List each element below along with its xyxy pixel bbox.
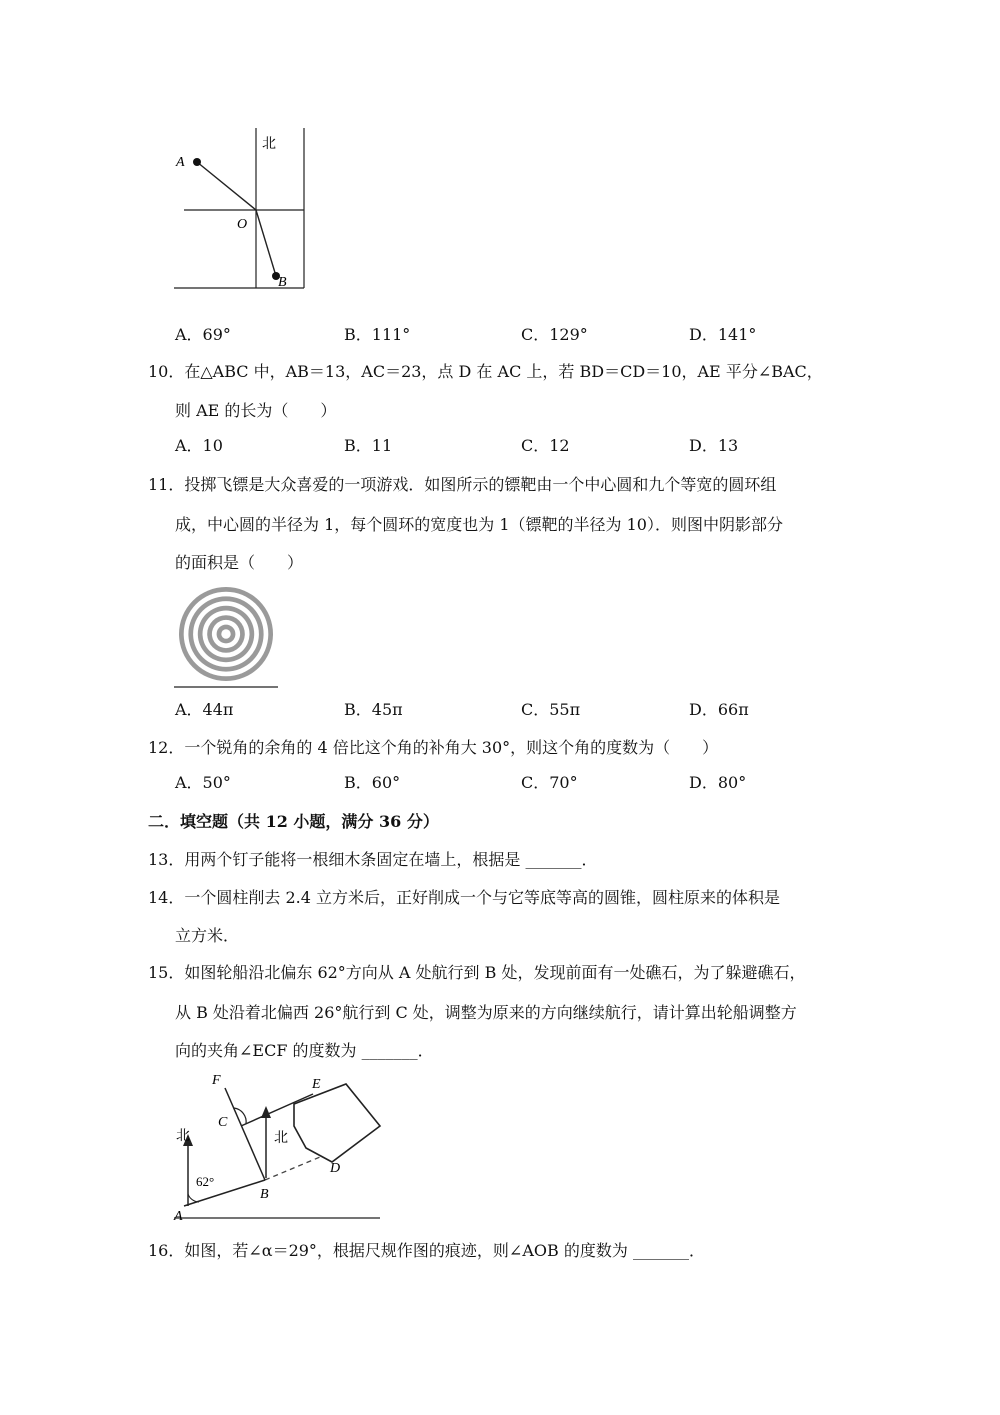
reef-shape xyxy=(294,1084,380,1162)
q10-option-d: D．13 xyxy=(689,436,739,455)
label-e: E xyxy=(312,1077,321,1092)
label-o: O xyxy=(237,217,248,232)
q12-option-b: B．60° xyxy=(344,773,401,792)
label-c: C xyxy=(218,1115,228,1130)
label-b: B xyxy=(278,275,287,290)
north-arrow-b-head xyxy=(261,1106,271,1118)
q15-text-line2: 从 B 处沿着北偏西 26°航行到 C 处，调整为原来的方向继续航行，请计算出轮船调整方 xyxy=(175,1003,797,1022)
angle-62-arc xyxy=(188,1194,199,1202)
q15-ship-route-figure xyxy=(170,1068,390,1224)
q10-text-line2: 则 AE 的长为（ ） xyxy=(175,401,337,420)
ray-ob xyxy=(256,210,276,276)
q15-text-line3: 向的夹角∠ECF 的度数为 _______． xyxy=(175,1041,434,1060)
label-a: A xyxy=(174,1209,183,1224)
q12-text-line1: 12．一个锐角的余角的 4 倍比这个角的补角大 30°，则这个角的度数为（ ） xyxy=(148,738,719,757)
label-f: F xyxy=(212,1073,221,1088)
section-title: 二．填空题（共 12 小题，满分 36 分） xyxy=(148,812,439,831)
label-d: D xyxy=(330,1161,341,1176)
q15-text-line1: 15．如图轮船沿北偏东 62°方向从 A 处航行到 B 处，发现前面有一处礁石，为了躲避礁石， xyxy=(148,963,806,982)
q10-option-b: B．11 xyxy=(344,436,393,455)
q9-option-a: A．69° xyxy=(175,325,231,344)
label-b: B xyxy=(260,1187,269,1202)
q12-option-c: C．70° xyxy=(521,773,578,792)
q11-option-b: B．45π xyxy=(344,700,403,719)
angle-62-label: 62° xyxy=(196,1174,215,1189)
q11-option-c: C．55π xyxy=(521,700,581,719)
q9-option-c: C．129° xyxy=(521,325,588,344)
q11-option-a: A．44π xyxy=(175,700,234,719)
q9-option-d: D．141° xyxy=(689,325,757,344)
q11-text-line3: 的面积是（ ） xyxy=(175,553,304,572)
q9-compass-figure xyxy=(170,128,310,294)
q12-option-d: D．80° xyxy=(689,773,747,792)
ray-oa xyxy=(197,162,256,210)
q14-text-line2: 立方米． xyxy=(175,926,240,945)
q10-text-line1: 10．在△ABC 中，AB＝13，AC＝23，点 D 在 AC 上，若 BD＝CD＝10，AE 平分∠BAC， xyxy=(148,362,823,381)
north-label: 北 xyxy=(262,136,276,152)
q14-text-line1: 14．一个圆柱削去 2.4 立方米后，正好削成一个与它等底等高的圆锥，圆柱原来的体积是 xyxy=(148,888,780,907)
label-a: A xyxy=(176,155,185,170)
q11-dartboard-figure xyxy=(172,586,282,690)
dartboard-rings xyxy=(179,587,273,681)
point-a xyxy=(193,158,201,166)
q10-option-a: A．10 xyxy=(175,436,223,455)
north-label-a: 北 xyxy=(176,1128,190,1144)
q12-option-a: A．50° xyxy=(175,773,231,792)
q13-text: 13．用两个钉子能将一根细木条固定在墙上，根据是 _______． xyxy=(148,850,598,869)
north-label-b: 北 xyxy=(274,1130,288,1146)
q11-text-line1: 11．投掷飞镖是大众喜爱的一项游戏．如图所示的镖靶由一个中心圆和九个等宽的圆环组 xyxy=(148,475,777,494)
q11-option-d: D．66π xyxy=(689,700,749,719)
route-bf xyxy=(225,1088,265,1180)
q9-option-b: B．111° xyxy=(344,325,411,344)
q16-text: 16．如图，若∠α＝29°，根据尺规作图的痕迹，则∠AOB 的度数为 _______． xyxy=(148,1241,705,1260)
q10-option-c: C．12 xyxy=(521,436,570,455)
q11-text-line2: 成，中心圆的半径为 1，每个圆环的宽度也为 1（镖靶的半径为 10）．则图中阴影部分 xyxy=(175,515,783,534)
